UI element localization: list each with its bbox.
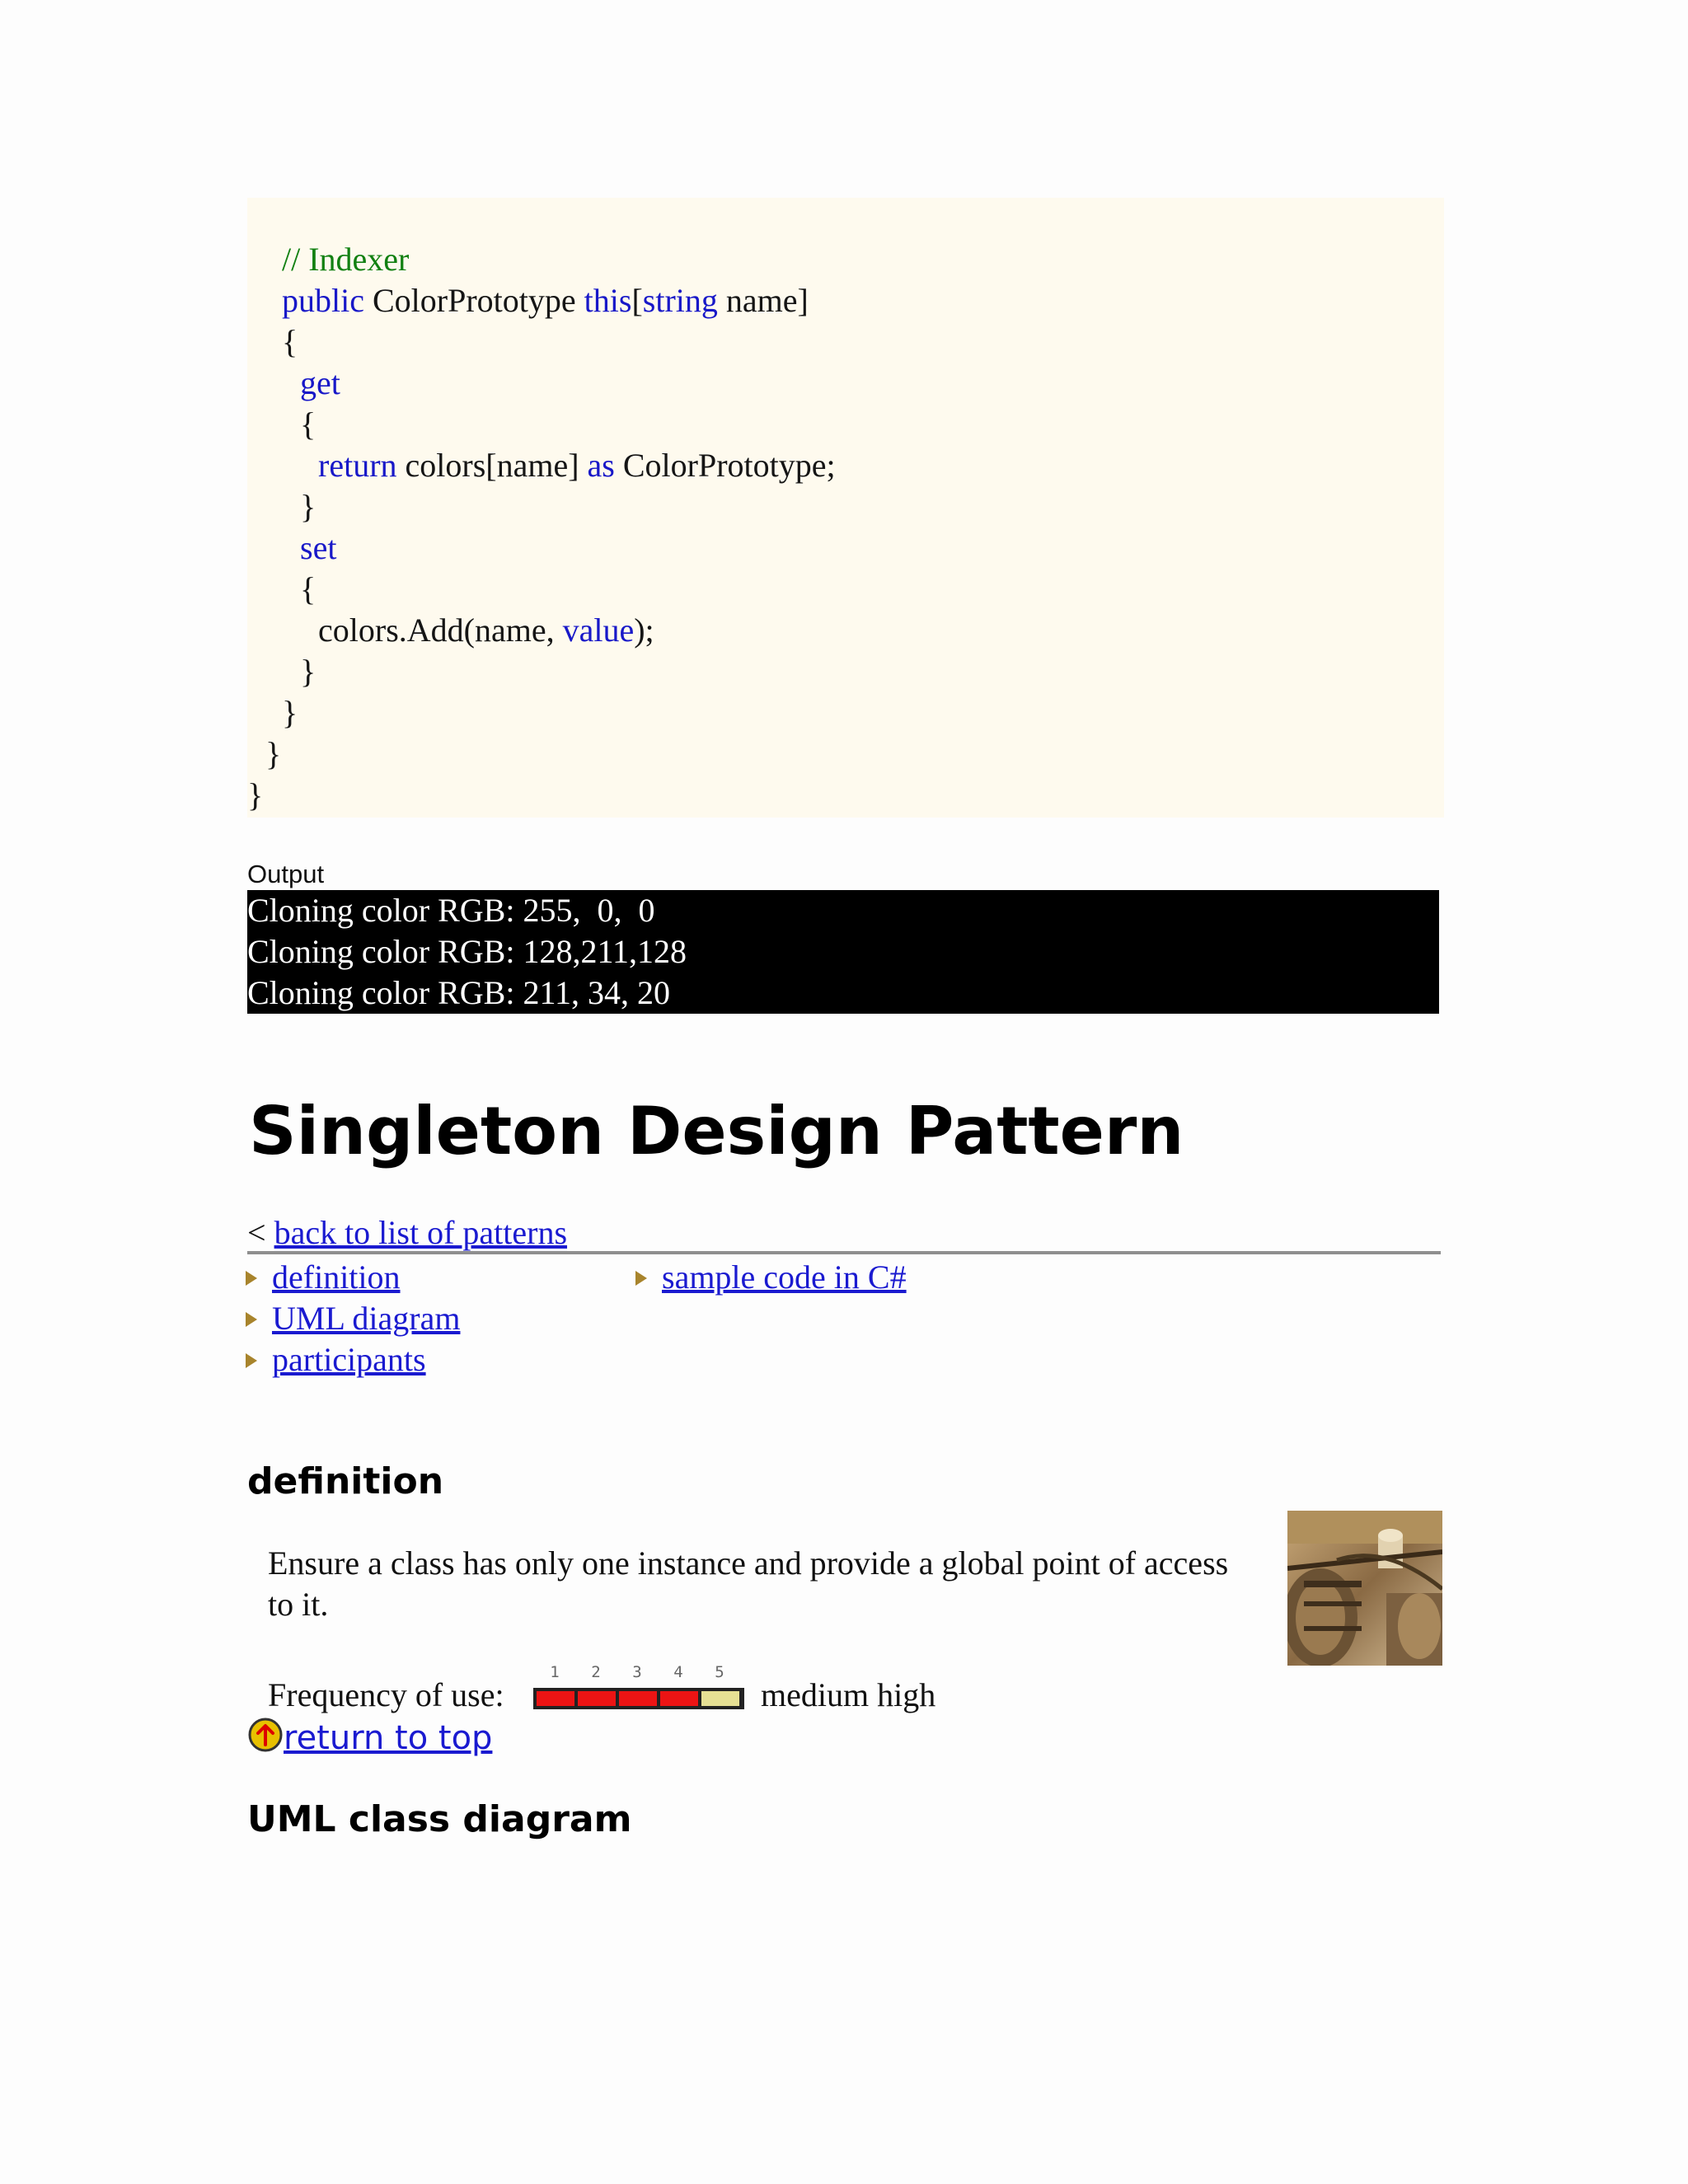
toc-item-definition[interactable] xyxy=(246,1257,401,1298)
code-listing xyxy=(247,198,1444,818)
frequency-meter xyxy=(533,1663,744,1709)
toc-item-sample-code[interactable] xyxy=(635,1257,907,1298)
meter-scale-number: 5 xyxy=(715,1663,724,1681)
toc-link[interactable]: UML diagram xyxy=(272,1300,461,1337)
toc-item-uml-diagram[interactable] xyxy=(246,1298,460,1339)
return-to-top-link[interactable]: return to top xyxy=(284,1719,493,1757)
code-line xyxy=(282,321,298,363)
code-keyword: get xyxy=(300,364,340,401)
code-text: colors.Add(name, xyxy=(318,612,563,649)
console-line: Cloning color RGB: 128,211,128 xyxy=(247,933,687,970)
code-text: name] xyxy=(717,282,809,319)
code-line xyxy=(318,445,836,486)
code-text: { xyxy=(300,570,316,607)
meter-scale-number: 1 xyxy=(550,1663,560,1681)
divider xyxy=(247,1251,1441,1254)
toc-link[interactable]: definition xyxy=(272,1258,401,1296)
return-to-top[interactable] xyxy=(247,1718,492,1759)
toc-link[interactable]: participants xyxy=(272,1341,426,1378)
code-text: ); xyxy=(634,612,654,649)
code-text: } xyxy=(282,694,298,731)
output-console xyxy=(247,890,1439,1014)
output-label: Output xyxy=(247,860,325,888)
code-text: { xyxy=(282,323,298,360)
code-text: } xyxy=(247,776,264,813)
meter-scale-number: 3 xyxy=(632,1663,642,1681)
bullet-arrow-icon xyxy=(635,1271,647,1286)
section-heading-uml: UML class diagram xyxy=(247,1798,632,1840)
definition-text: Ensure a class has only one instance and provide a global point of access to it. xyxy=(268,1544,1229,1623)
toc-link[interactable]: sample code in C# xyxy=(662,1258,907,1296)
meter-segment xyxy=(578,1691,616,1706)
code-line xyxy=(300,486,316,527)
meter-segment xyxy=(660,1691,698,1706)
code-keyword: public xyxy=(282,282,364,319)
code-keyword: value xyxy=(562,612,635,649)
code-line xyxy=(265,733,281,775)
bullet-arrow-icon xyxy=(246,1312,257,1327)
code-line xyxy=(247,775,263,816)
code-keyword: set xyxy=(300,529,337,566)
meter-scale-number: 4 xyxy=(673,1663,683,1681)
code-text: ColorPrototype xyxy=(363,282,584,319)
code-line xyxy=(318,610,654,651)
code-keyword: as xyxy=(587,447,615,484)
meter-segment xyxy=(537,1691,574,1706)
code-line xyxy=(300,569,316,610)
toc-item-participants[interactable] xyxy=(246,1339,426,1380)
code-keyword: return xyxy=(318,447,397,484)
frequency-label: Frequency of use: xyxy=(268,1676,504,1713)
code-keyword: string xyxy=(642,282,718,319)
code-text: } xyxy=(300,653,316,690)
code-keyword: this xyxy=(584,282,632,319)
code-text: colors[name] xyxy=(396,447,588,484)
code-text: [ xyxy=(631,282,643,319)
code-line xyxy=(300,651,316,692)
bullet-arrow-icon xyxy=(246,1271,257,1286)
page-title: Singleton Design Pattern xyxy=(249,1093,1184,1169)
back-prefix: < xyxy=(247,1214,274,1251)
code-line xyxy=(282,280,809,321)
code-line xyxy=(282,239,409,280)
machine-photo-thumbnail xyxy=(1287,1511,1442,1666)
code-comment: // Indexer xyxy=(282,241,410,278)
breadcrumb xyxy=(247,1212,567,1254)
code-text: } xyxy=(265,735,282,772)
code-line xyxy=(282,692,298,733)
console-line: Cloning color RGB: 211, 34, 20 xyxy=(247,974,670,1011)
section-heading-definition: definition xyxy=(247,1460,444,1502)
bullet-arrow-icon xyxy=(246,1353,257,1368)
meter-segment xyxy=(619,1691,657,1706)
return-to-top-icon[interactable] xyxy=(247,1717,284,1753)
code-line xyxy=(300,363,340,404)
code-line xyxy=(300,527,336,569)
back-to-list-link[interactable]: back to list of patterns xyxy=(274,1214,568,1251)
meter-segment xyxy=(701,1691,739,1706)
code-text: } xyxy=(300,488,316,525)
code-line xyxy=(300,404,316,445)
meter-scale-number: 2 xyxy=(591,1663,601,1681)
console-line: Cloning color RGB: 255, 0, 0 xyxy=(247,892,655,929)
code-text: { xyxy=(300,405,316,443)
code-text: ColorPrototype; xyxy=(614,447,836,484)
meter-bar xyxy=(533,1688,744,1709)
frequency-level-text: medium high xyxy=(761,1676,936,1713)
